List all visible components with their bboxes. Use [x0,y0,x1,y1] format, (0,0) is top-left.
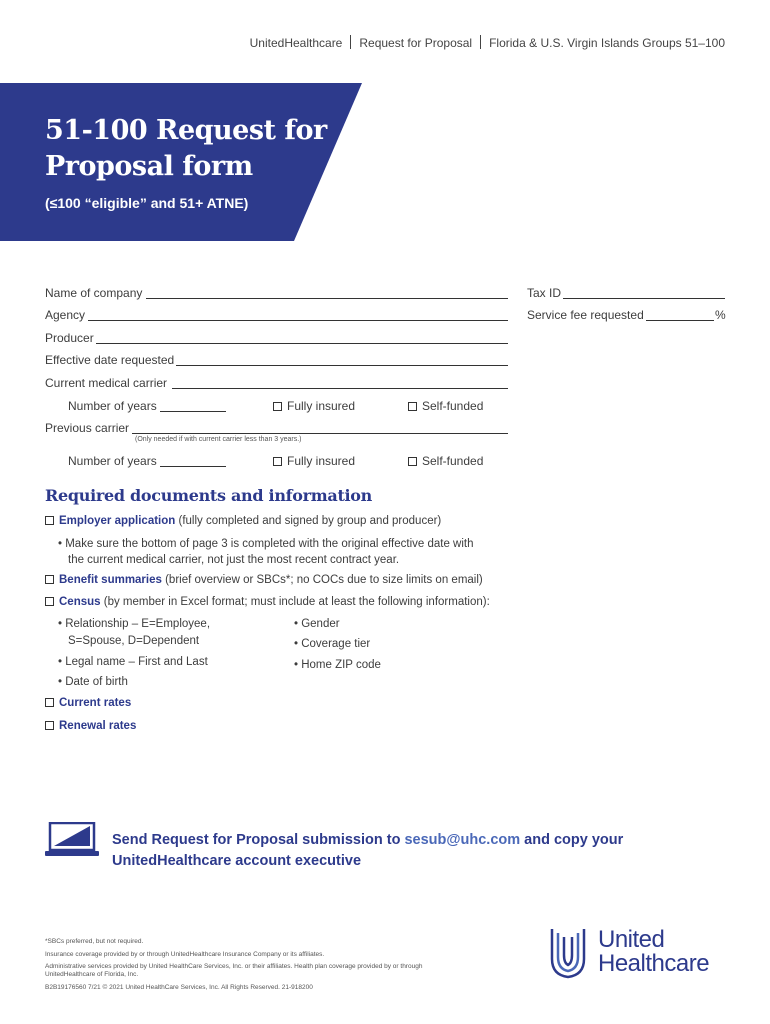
current-rates-item[interactable] [45,696,131,711]
current-carrier-label: Current medical carrier [45,376,168,390]
header-region: Florida & U.S. Virgin Islands Groups 51–100 [489,36,725,50]
current-years-field[interactable] [160,411,226,412]
checkbox-icon[interactable] [45,575,54,584]
benefit-summaries-label: Benefit summaries [59,574,162,586]
producer-field[interactable] [96,343,508,344]
employer-application-label: Employer application [59,515,176,527]
submit-line2: UnitedHealthcare account executive [112,853,362,869]
checkbox-icon[interactable] [45,597,54,606]
census-item[interactable] [45,595,490,610]
page-subtitle: (≤100 “eligible” and 51+ ATNE) [45,195,249,211]
footnote-admin-cont: UnitedHealthcare of Florida, Inc. [45,971,139,978]
benefit-summaries-desc: (brief overview or SBCs*; no COCs due to size limits on email) [161,574,483,586]
submit-prefix: Send Request for Proposal submission to [112,832,405,848]
checkbox-icon[interactable] [45,698,54,707]
logo-line1: United [598,926,665,953]
renewal-rates-item[interactable] [45,719,136,734]
required-docs-heading: Required documents and information [45,486,373,505]
page-title-line2: Proposal form [45,151,253,182]
census-bullet: • Relationship – E=Employee, [58,618,211,630]
submit-instructions [112,830,623,872]
census-label: Census [59,596,101,608]
fully-insured-label: Fully insured [287,454,356,468]
employer-bullet-line1: • Make sure the bottom of page 3 is completed with the original effective date with [58,538,474,550]
title-banner [0,83,362,241]
current-carrier-field[interactable] [172,388,508,389]
header-doc-type: Request for Proposal [359,36,473,50]
logo-line2: Healthcare [598,950,710,977]
employer-application-desc: (fully completed and signed by group and producer) [175,515,442,527]
footnote-copyright: B2B19176560 7/21 © 2021 United HealthCare Services, Inc. All Rights Reserved. 21-918200 [45,984,313,991]
checkbox-icon[interactable] [408,402,417,411]
fully-insured-label: Fully insured [287,399,356,413]
checkbox-icon[interactable] [45,516,54,525]
unitedhealthcare-logo-icon [550,925,586,986]
header-divider [480,35,481,49]
self-funded-label: Self-funded [422,454,484,468]
agency-field[interactable] [88,320,508,321]
previous-carrier-field[interactable] [132,433,508,434]
previous-fully-insured-option[interactable] [273,454,355,468]
effective-date-field[interactable] [176,365,508,366]
census-bullet: • Coverage tier [294,638,371,650]
current-self-funded-option[interactable] [408,399,483,413]
renewal-rates-label: Renewal rates [59,720,137,732]
service-fee-label: Service fee requested [527,308,644,322]
current-fully-insured-option[interactable] [273,399,355,413]
submit-email-link[interactable]: sesub@uhc.com [404,832,521,848]
census-bullet: • Legal name – First and Last [58,656,208,668]
page-title-line1: 51-100 Request for [45,115,327,146]
header-bar [250,35,725,50]
census-desc: (by member in Excel format; must include at least the following information): [100,596,490,608]
census-bullet: S=Spouse, D=Dependent [68,635,200,647]
census-bullet: • Gender [294,618,340,630]
header-divider [350,35,351,49]
current-rates-label: Current rates [59,697,132,709]
header-brand: UnitedHealthcare [249,36,343,50]
tax-id-field[interactable] [563,298,725,299]
previous-years-label: Number of years [68,454,157,468]
agency-label: Agency [45,308,86,322]
census-bullet: • Date of birth [58,676,128,688]
service-fee-field[interactable] [646,320,714,321]
checkbox-icon[interactable] [45,721,54,730]
previous-carrier-note: (Only needed if with current carrier less than 3 years.) [135,436,302,443]
employer-application-item[interactable] [45,514,441,529]
percent-sign: % [715,308,726,322]
checkbox-icon[interactable] [273,457,282,466]
current-years-label: Number of years [68,399,157,413]
laptop-icon [45,822,99,863]
employer-bullet-line2: the current medical carrier, not just the most recent contract year. [68,554,400,566]
company-name-field[interactable] [146,298,508,299]
page-title [45,113,327,185]
tax-id-label: Tax ID [527,286,562,300]
footnote-insurance: Insurance coverage provided by or through UnitedHealthcare Insurance Company or its affiliates. [45,951,325,958]
self-funded-label: Self-funded [422,399,484,413]
checkbox-icon[interactable] [408,457,417,466]
benefit-summaries-item[interactable] [45,573,483,588]
unitedhealthcare-logo-text [598,928,709,976]
submit-suffix: and copy your [520,832,624,848]
company-name-label: Name of company [45,286,143,300]
footnote-sbc: *SBCs preferred, but not required. [45,938,144,945]
previous-self-funded-option[interactable] [408,454,483,468]
previous-carrier-label: Previous carrier [45,421,130,435]
previous-years-field[interactable] [160,466,226,467]
producer-label: Producer [45,331,94,345]
checkbox-icon[interactable] [273,402,282,411]
census-bullet: • Home ZIP code [294,659,381,671]
effective-date-label: Effective date requested [45,353,175,367]
footnote-admin: Administrative services provided by United HealthCare Services, Inc. or their affiliates. Health plan coverage provided by or through [45,963,423,970]
